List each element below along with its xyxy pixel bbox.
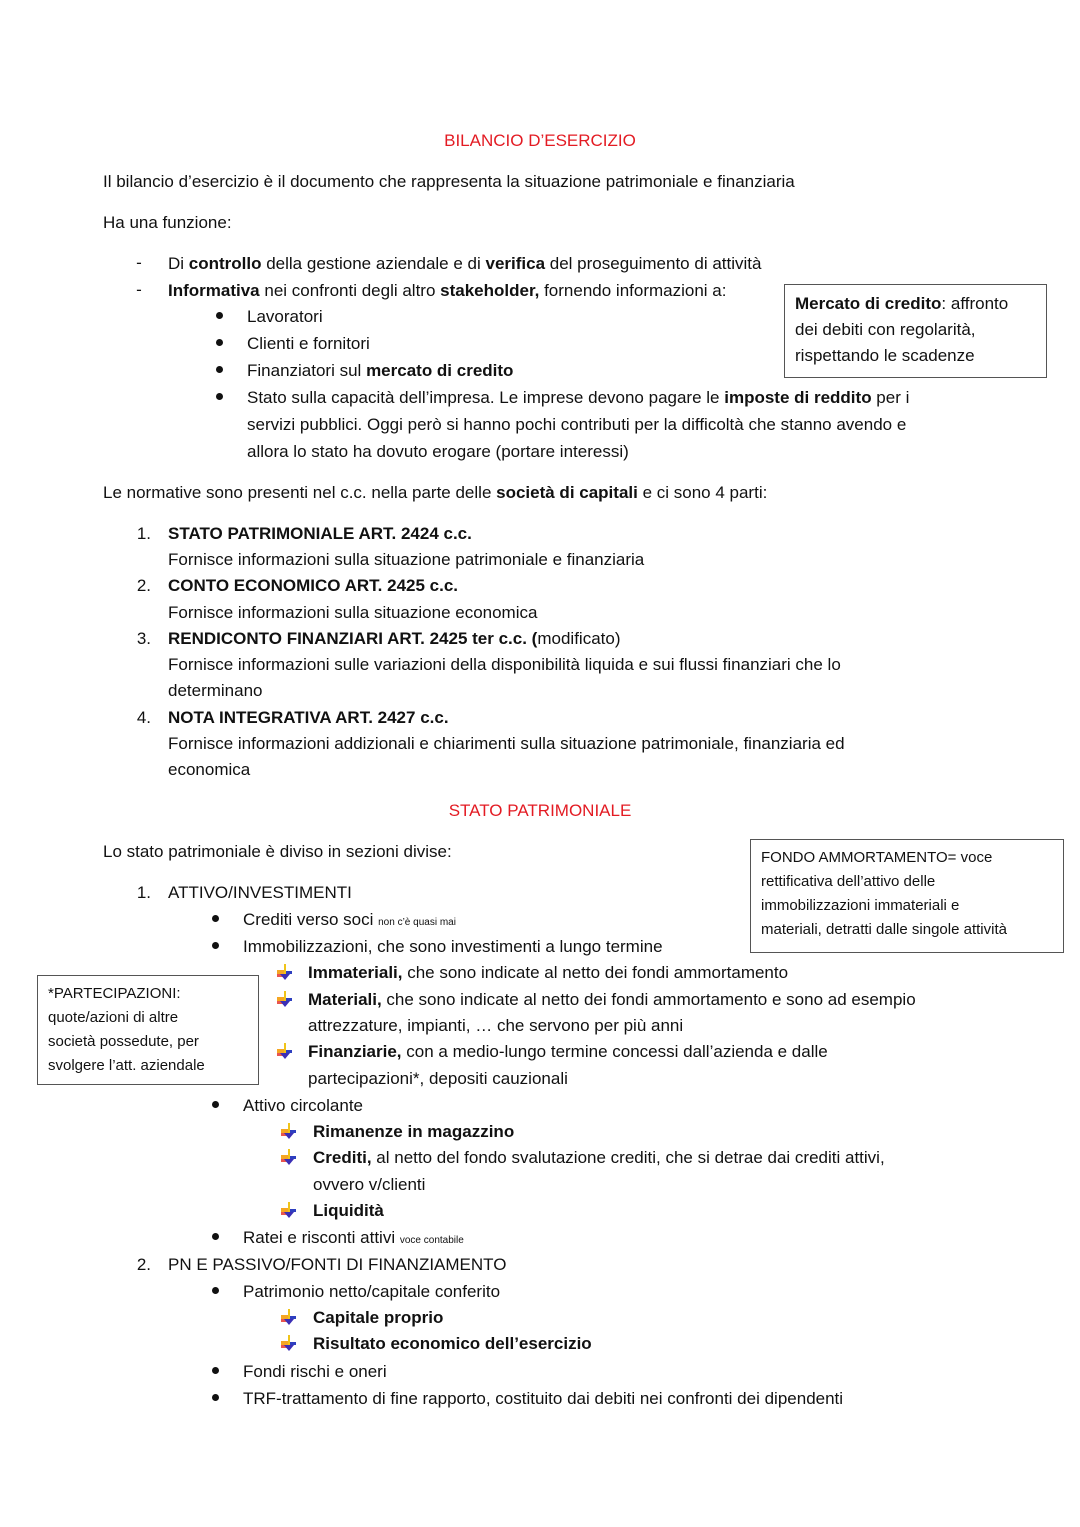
arrow-bullet-icon bbox=[280, 1148, 298, 1166]
function-label: Ha una funzione: bbox=[103, 213, 232, 232]
attivo-item: Immobilizzazioni, che sono investimenti a lungo termine bbox=[243, 937, 663, 956]
arrow-bullet-icon bbox=[280, 1308, 298, 1326]
list-number: 2. bbox=[136, 1255, 151, 1274]
sp-intro: Lo stato patrimoniale è diviso in sezioni divise: bbox=[103, 842, 452, 861]
immob-item-cont: attrezzature, impianti, … che servono per più anni bbox=[308, 1016, 684, 1035]
section-title: STATO PATRIMONIALE bbox=[448, 801, 632, 820]
stakeholder-item: Stato sulla capacità dell’impresa. Le imprese devono pagare le imposte di reddito per i bbox=[247, 388, 910, 407]
bullet-icon bbox=[210, 1282, 222, 1294]
passivo-item: TRF-trattamento di fine rapporto, costituito dai debiti nei confronti dei dipendenti bbox=[243, 1389, 844, 1408]
note-box-credit-market: Mercato di credito: affronto dei debiti con regolarità, rispettando le scadenze bbox=[784, 284, 1047, 378]
bullet-icon bbox=[210, 1228, 222, 1240]
passivo-title: PN E PASSIVO/FONTI DI FINANZIAMENTO bbox=[168, 1255, 507, 1274]
function-item: Di controllo della gestione aziendale e di verifica del proseguimento di attività bbox=[168, 254, 762, 273]
stakeholder-item: Clienti e fornitori bbox=[247, 334, 370, 353]
part-desc: determinano bbox=[168, 681, 263, 700]
function-item: Informativa nei confronti degli altro stakeholder, fornendo informazioni a: bbox=[168, 281, 727, 300]
bullet-icon bbox=[214, 334, 226, 346]
stakeholder-item-cont: allora lo stato ha dovuto erogare (portare interessi) bbox=[247, 442, 629, 461]
list-number: 2. bbox=[136, 576, 151, 595]
pn-item: Capitale proprio bbox=[313, 1308, 444, 1327]
part-desc: Fornisce informazioni addizionali e chiarimenti sulla situazione patrimoniale, finanziaria ed bbox=[168, 734, 845, 753]
part-desc: economica bbox=[168, 760, 251, 779]
pn-item: Risultato economico dell’esercizio bbox=[313, 1334, 592, 1353]
stakeholder-item: Finanziatori sul mercato di credito bbox=[247, 361, 514, 380]
part-title: CONTO ECONOMICO ART. 2425 c.c. bbox=[168, 576, 459, 595]
circ-item: Rimanenze in magazzino bbox=[313, 1122, 515, 1141]
list-number: 4. bbox=[136, 708, 151, 727]
arrow-bullet-icon bbox=[276, 1042, 294, 1060]
part-desc: Fornisce informazioni sulla situazione patrimoniale e finanziaria bbox=[168, 550, 645, 569]
bullet-icon bbox=[210, 1389, 222, 1401]
immob-item-cont: partecipazioni*, depositi cauzionali bbox=[308, 1069, 568, 1088]
dash-marker: - bbox=[136, 280, 142, 299]
note-box-partecipazioni: *PARTECIPAZIONI: quote/azioni di altre società possedute, per svolgere l’att. aziendale bbox=[37, 975, 259, 1085]
circ-item: Crediti, al netto del fondo svalutazione crediti, che si detrae dai crediti attivi, bbox=[313, 1148, 885, 1167]
bullet-icon bbox=[214, 307, 226, 319]
list-number: 1. bbox=[136, 883, 151, 902]
attivo-title: ATTIVO/INVESTIMENTI bbox=[168, 883, 352, 902]
intro-text: Il bilancio d’esercizio è il documento che rappresenta la situazione patrimoniale e finanziaria bbox=[103, 172, 795, 191]
arrow-bullet-icon bbox=[276, 990, 294, 1008]
bullet-icon bbox=[214, 361, 226, 373]
attivo-item: Attivo circolante bbox=[243, 1096, 363, 1115]
bullet-icon bbox=[210, 937, 222, 949]
part-desc: Fornisce informazioni sulle variazioni della disponibilità liquida e sui flussi finanziari che lo bbox=[168, 655, 841, 674]
stakeholder-item: Lavoratori bbox=[247, 307, 323, 326]
attivo-item: Ratei e risconti attivi voce contabile bbox=[243, 1228, 464, 1247]
bullet-icon bbox=[214, 388, 226, 400]
note-box-fondo-ammortamento: FONDO AMMORTAMENTO= voce rettificativa dell’attivo delle immobilizzazioni immateriali e materiali, detratti dalle singole attività bbox=[750, 839, 1064, 953]
part-desc: Fornisce informazioni sulla situazione economica bbox=[168, 603, 538, 622]
document-title: BILANCIO D’ESERCIZIO bbox=[444, 131, 636, 150]
list-number: 3. bbox=[136, 629, 151, 648]
dash-marker: - bbox=[136, 253, 142, 272]
passivo-item: Patrimonio netto/capitale conferito bbox=[243, 1282, 501, 1301]
immob-item: Materiali, che sono indicate al netto dei fondi ammortamento e sono ad esempio bbox=[308, 990, 916, 1009]
arrow-bullet-icon bbox=[280, 1201, 298, 1219]
part-title: NOTA INTEGRATIVA ART. 2427 c.c. bbox=[168, 708, 449, 727]
passivo-item: Fondi rischi e oneri bbox=[243, 1362, 387, 1381]
list-number: 1. bbox=[136, 524, 151, 543]
arrow-bullet-icon bbox=[276, 963, 294, 981]
bullet-icon bbox=[210, 1362, 222, 1374]
circ-item-cont: ovvero v/clienti bbox=[313, 1175, 426, 1194]
part-title: RENDICONTO FINANZIARI ART. 2425 ter c.c. (modificato) bbox=[168, 629, 621, 648]
stakeholder-item-cont: servizi pubblici. Oggi però si hanno pochi contributi per la difficoltà che stanno avendo e bbox=[247, 415, 907, 434]
immob-item: Finanziarie, con a medio-lungo termine concessi dall’azienda e dalle bbox=[308, 1042, 828, 1061]
circ-item: Liquidità bbox=[313, 1201, 384, 1220]
norms-text: Le normative sono presenti nel c.c. nella parte delle società di capitali e ci sono 4 parti: bbox=[103, 483, 768, 502]
bullet-icon bbox=[210, 1096, 222, 1108]
attivo-item: Crediti verso soci non c’è quasi mai bbox=[243, 910, 456, 929]
arrow-bullet-icon bbox=[280, 1334, 298, 1352]
bullet-icon bbox=[210, 910, 222, 922]
part-title: STATO PATRIMONIALE ART. 2424 c.c. bbox=[168, 524, 472, 543]
immob-item: Immateriali, che sono indicate al netto dei fondi ammortamento bbox=[308, 963, 789, 982]
arrow-bullet-icon bbox=[280, 1122, 298, 1140]
